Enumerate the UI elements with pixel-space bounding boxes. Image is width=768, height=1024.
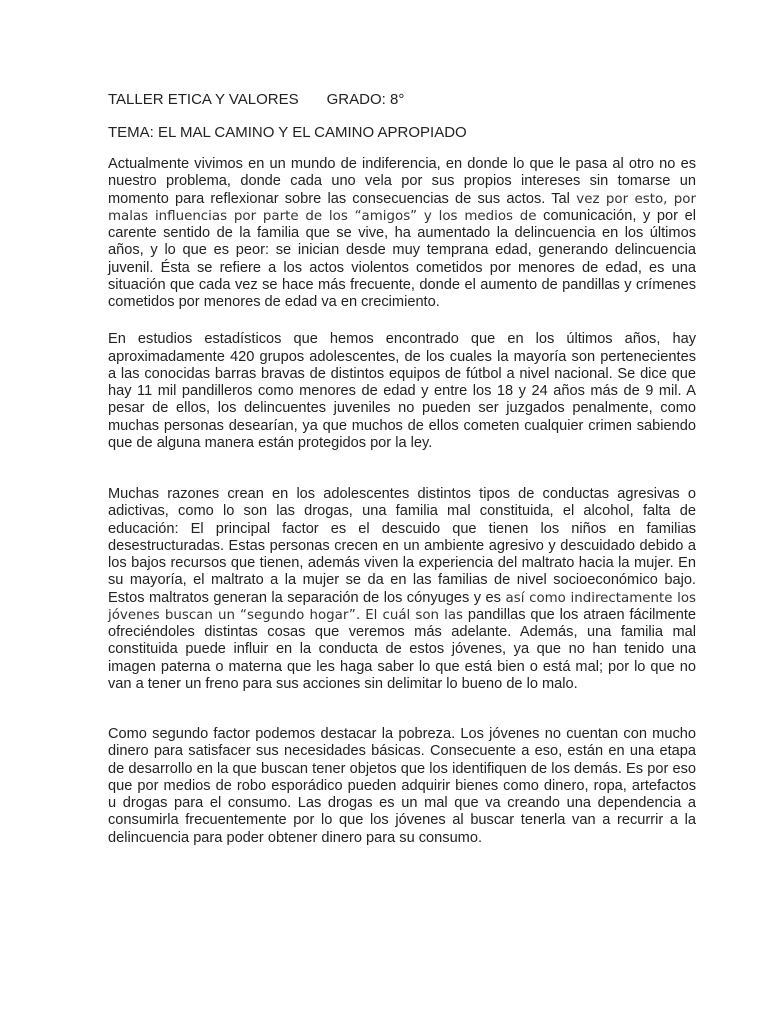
paragraph-1-text-c: comunicación, y por el carente sentido de la familia que se vive, ha aumentado la delincuencia en los últimos años, y lo que es peor: se inician desde muy temprana edad, generando delincuencia juvenil. Ésta se refiere a los actos violentos cometidos por menores de edad, es una situación que cada vez se hace más frecuente, donde el aumento de pandillas y crímenes cometidos por menores de edad va en crecimiento.	[108, 207, 696, 310]
paragraph-1	[108, 156, 696, 311]
document-header	[108, 90, 696, 110]
paragraph-3-text-a: Muchas razones crean en los adolescentes distintos tipos de conductas agresivas o adictivas, como lo son las drogas, una familia mal constituida, el alcohol, falta de educación: El principal factor es el descuido que tienen los niños en familias desestructuradas. Estas personas crecen en un ambiente agresivo y descuidado debido a los bajos recursos que tienen, además viven la experiencia del maltrato hacia la mujer. En su mayoría, el maltrato a la mujer se da en las familias de nivel socioeconómico bajo. Estos maltratos generan la separación de los cónyuges y es	[108, 486, 696, 606]
paragraph-2: En estudios estadísticos que hemos encontrado que en los últimos años, hay aproximadamente 420 grupos adolescentes, de los cuales la mayoría son pertenecientes a las conocidas barras bravas de distintos equipos de fútbol a nivel nacional. Se dice que hay 11 mil pandilleros como menores de edad y entre los 18 y 24 años más de 9 mil. A pesar de ellos, los delincuentes juveniles no pueden ser juzgados penalmente, como muchas personas desearían, ya que muchos de ellos cometen cualquier crimen sabiendo que de alguna manera están protegidos por la ley.	[108, 331, 696, 451]
paragraph-3	[108, 486, 696, 693]
paragraph-4: Como segundo factor podemos destacar la pobreza. Los jóvenes no cuentan con mucho dinero para satisfacer sus necesidades básicas. Consecuente a eso, están en una etapa de desarrollo en la que buscan tener objetos que los identifiquen de los demás. Es por eso que por medios de robo esporádico pueden adquirir bienes como dinero, ropa, artefactos u drogas para el consumo. Las drogas es un mal que va creando una dependencia a consumirla frecuentemente por lo que los jóvenes al buscar tenerla van a recurrir a la delincuencia para poder obtener dinero para su consumo.	[108, 726, 696, 846]
paragraph-1-text-b: vez por esto, por malas influencias por parte de los “amigos” y los medios de	[108, 191, 696, 224]
subject-title: TALLER ETICA Y VALORES	[108, 91, 299, 108]
paragraph-1-text-a: Actualmente vivimos en un mundo de indiferencia, en donde lo que le pasa al otro no es nuestro problema, donde cada uno vela por sus propios intereses sin tomarse un momento para reflexionar sobre las consecuencias de sus actos. Tal	[108, 156, 696, 207]
grade-label: GRADO: 8°	[326, 91, 405, 108]
topic-heading: TEMA: EL MAL CAMINO Y EL CAMINO APROPIADO	[108, 124, 467, 141]
paragraph-3-text-b: así como indirectamente los jóvenes buscan un “segundo hogar”. El cuál son las	[108, 590, 697, 623]
paragraph-3-text-c: pandillas que los atraen fácilmente ofreciéndoles distintas cosas que veremos más adelante. Además, una familia mal constituida puede influir en la conducta de estos jóvenes, ya que no han tenido una imagen paterna o materna que les haga saber lo que está bien o está mal; por lo que no van a tener un freno para sus acciones sin delimitar lo bueno de lo malo.	[108, 606, 696, 692]
